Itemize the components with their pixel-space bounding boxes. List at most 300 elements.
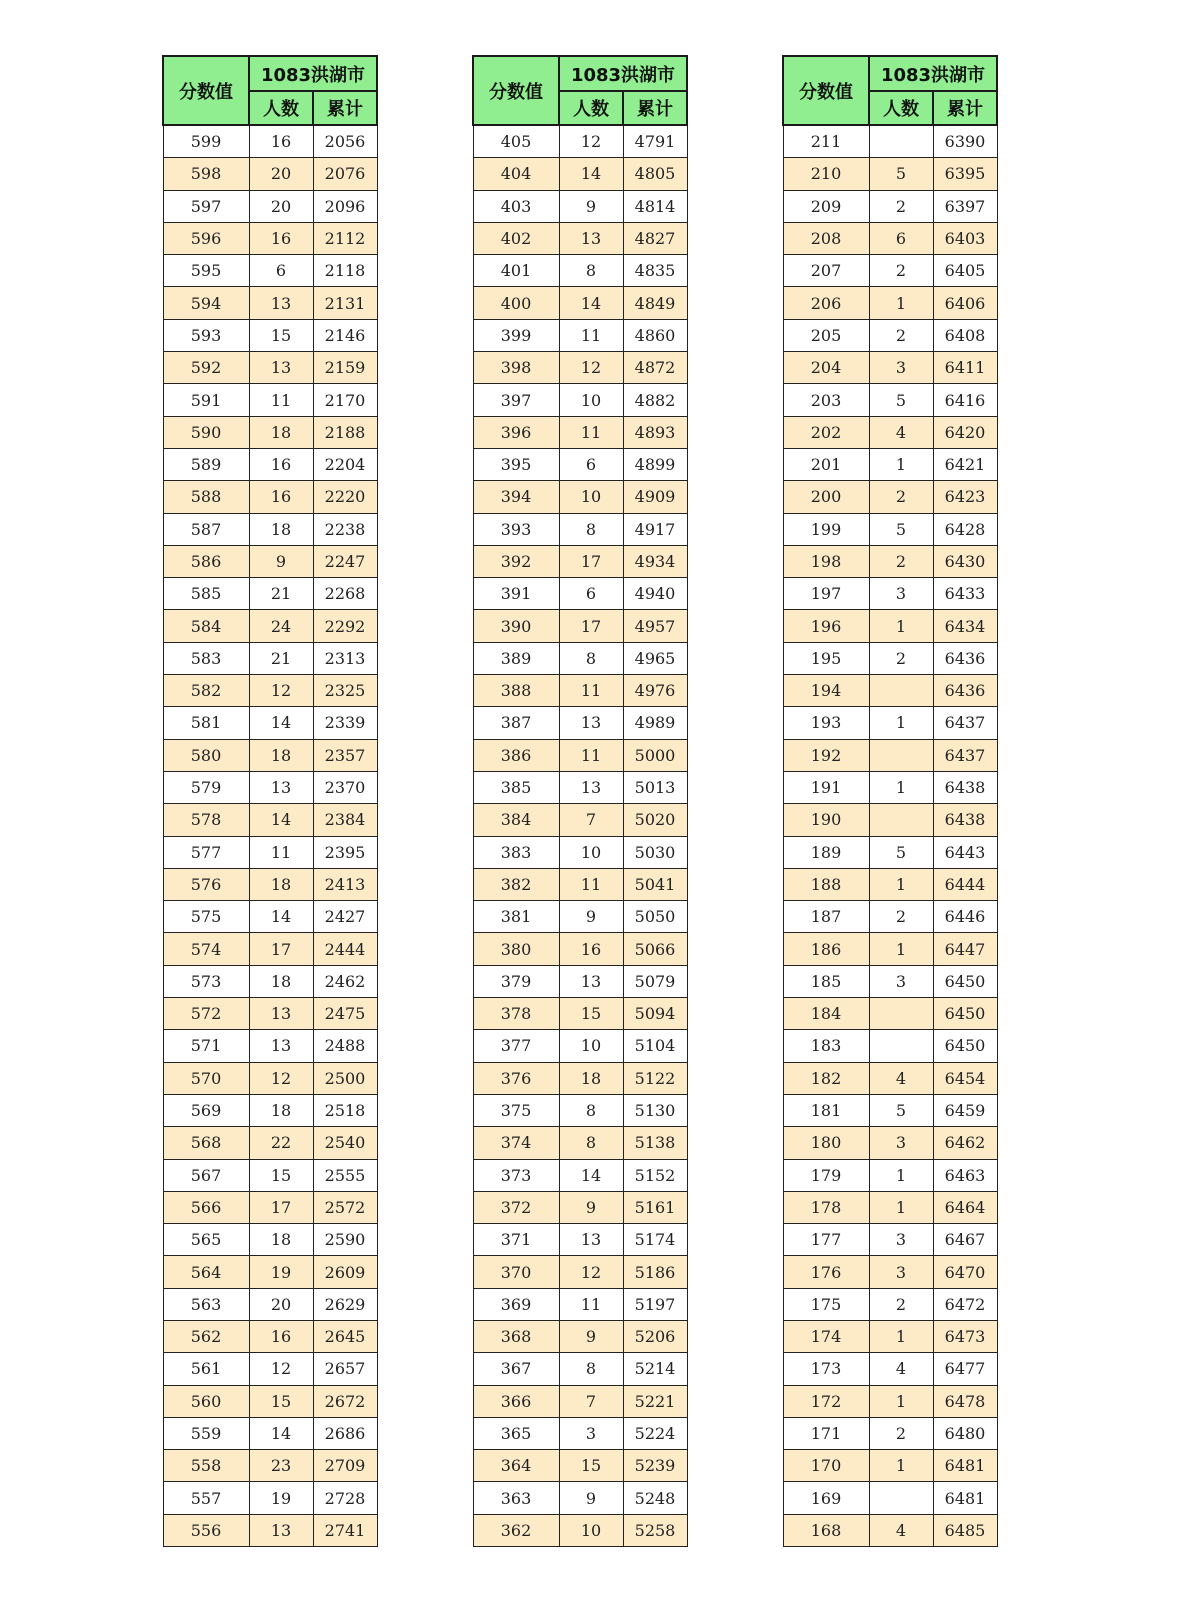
score-cell: 378 — [473, 998, 559, 1030]
table-row — [473, 222, 687, 254]
score-cell: 399 — [473, 319, 559, 351]
count-cell: 13 — [559, 1224, 623, 1256]
count-cell: 14 — [249, 901, 313, 933]
score-cell: 575 — [163, 901, 249, 933]
score-cell: 366 — [473, 1385, 559, 1417]
score-cell: 579 — [163, 771, 249, 803]
score-cell: 208 — [783, 222, 869, 254]
table-row — [783, 481, 997, 513]
count-cell: 9 — [559, 1482, 623, 1514]
cumulative-cell: 5122 — [623, 1062, 687, 1094]
table-row — [163, 771, 377, 803]
table-row — [783, 836, 997, 868]
count-cell: 3 — [869, 578, 933, 610]
score-cell: 565 — [163, 1224, 249, 1256]
count-cell: 21 — [249, 642, 313, 674]
table-row — [163, 610, 377, 642]
cumulative-cell: 4827 — [623, 222, 687, 254]
score-cell: 563 — [163, 1288, 249, 1320]
table-row — [473, 255, 687, 287]
count-cell: 5 — [869, 836, 933, 868]
cumulative-cell: 4893 — [623, 416, 687, 448]
table-row — [473, 352, 687, 384]
count-cell: 9 — [559, 190, 623, 222]
count-cell: 16 — [249, 448, 313, 480]
table-row — [163, 287, 377, 319]
count-cell: 13 — [249, 1030, 313, 1062]
table-row — [163, 319, 377, 351]
table-row — [163, 255, 377, 287]
cumulative-cell: 6405 — [933, 255, 997, 287]
count-cell: 5 — [869, 384, 933, 416]
cumulative-cell: 5248 — [623, 1482, 687, 1514]
score-cell: 395 — [473, 448, 559, 480]
table-row — [783, 158, 997, 190]
table-row — [163, 901, 377, 933]
table-row — [163, 1191, 377, 1223]
score-cell: 204 — [783, 352, 869, 384]
table-row — [473, 448, 687, 480]
table-row — [473, 545, 687, 577]
table-row — [473, 1127, 687, 1159]
cumulative-cell: 2609 — [313, 1256, 377, 1288]
count-cell: 16 — [249, 125, 313, 158]
cumulative-cell: 2462 — [313, 965, 377, 997]
cumulative-cell: 4860 — [623, 319, 687, 351]
count-cell — [869, 804, 933, 836]
score-cell: 368 — [473, 1320, 559, 1352]
count-cell: 11 — [249, 384, 313, 416]
count-cell: 14 — [559, 158, 623, 190]
cumulative-cell: 4965 — [623, 642, 687, 674]
cumulative-cell: 5050 — [623, 901, 687, 933]
score-cell: 364 — [473, 1450, 559, 1482]
score-cell: 564 — [163, 1256, 249, 1288]
count-cell: 8 — [559, 642, 623, 674]
cumulative-cell: 2076 — [313, 158, 377, 190]
count-cell: 5 — [869, 513, 933, 545]
count-cell: 13 — [559, 771, 623, 803]
table-row — [163, 448, 377, 480]
score-cell: 582 — [163, 675, 249, 707]
table-row — [163, 1159, 377, 1191]
count-cell: 9 — [559, 901, 623, 933]
cumulative-cell: 4940 — [623, 578, 687, 610]
table-row — [163, 481, 377, 513]
count-cell: 19 — [249, 1256, 313, 1288]
count-cell: 12 — [249, 1353, 313, 1385]
table-row — [473, 1159, 687, 1191]
score-cell: 192 — [783, 739, 869, 771]
cumulative-cell: 4976 — [623, 675, 687, 707]
count-cell: 15 — [249, 1385, 313, 1417]
cumulative-cell: 6428 — [933, 513, 997, 545]
score-cell: 583 — [163, 642, 249, 674]
score-cell: 577 — [163, 836, 249, 868]
score-cell: 398 — [473, 352, 559, 384]
score-cell: 179 — [783, 1159, 869, 1191]
score-cell: 197 — [783, 578, 869, 610]
cumulative-cell: 6463 — [933, 1159, 997, 1191]
score-cell: 379 — [473, 965, 559, 997]
table-row — [473, 416, 687, 448]
cumulative-cell: 6467 — [933, 1224, 997, 1256]
count-cell: 15 — [559, 1450, 623, 1482]
table-row — [783, 448, 997, 480]
table-row — [163, 1094, 377, 1126]
count-cell: 1 — [869, 1320, 933, 1352]
count-cell: 16 — [249, 1320, 313, 1352]
table-row — [473, 481, 687, 513]
score-cell: 396 — [473, 416, 559, 448]
count-cell: 6 — [249, 255, 313, 287]
cumulative-cell: 6446 — [933, 901, 997, 933]
table-row — [473, 675, 687, 707]
table-row — [163, 1450, 377, 1482]
score-cell: 599 — [163, 125, 249, 158]
count-cell: 3 — [869, 1224, 933, 1256]
count-header: 人数 — [559, 91, 623, 125]
table-row — [783, 416, 997, 448]
cumulative-cell: 4814 — [623, 190, 687, 222]
score-cell: 200 — [783, 481, 869, 513]
cumulative-cell: 5161 — [623, 1191, 687, 1223]
cumulative-cell: 6434 — [933, 610, 997, 642]
score-cell: 209 — [783, 190, 869, 222]
score-cell: 168 — [783, 1514, 869, 1546]
score-cell: 187 — [783, 901, 869, 933]
table-row — [473, 1030, 687, 1062]
score-cell: 562 — [163, 1320, 249, 1352]
cumulative-cell: 5104 — [623, 1030, 687, 1062]
score-cell: 580 — [163, 739, 249, 771]
cumulative-cell: 5224 — [623, 1417, 687, 1449]
score-cell: 191 — [783, 771, 869, 803]
count-cell — [869, 998, 933, 1030]
cumulative-cell: 2384 — [313, 804, 377, 836]
table-row — [163, 513, 377, 545]
count-cell: 21 — [249, 578, 313, 610]
cumulative-header: 累计 — [933, 91, 997, 125]
score-cell: 369 — [473, 1288, 559, 1320]
table-row — [163, 804, 377, 836]
count-cell: 17 — [249, 1191, 313, 1223]
count-cell: 1 — [869, 287, 933, 319]
table-row — [783, 707, 997, 739]
table-row — [783, 287, 997, 319]
count-cell: 17 — [559, 610, 623, 642]
table-row — [473, 1417, 687, 1449]
cumulative-cell: 2395 — [313, 836, 377, 868]
cumulative-cell: 4882 — [623, 384, 687, 416]
score-cell: 598 — [163, 158, 249, 190]
table-row — [473, 319, 687, 351]
cumulative-cell: 6438 — [933, 804, 997, 836]
table-row — [783, 1385, 997, 1417]
count-cell: 6 — [559, 578, 623, 610]
score-cell: 195 — [783, 642, 869, 674]
score-cell: 559 — [163, 1417, 249, 1449]
table-row — [783, 675, 997, 707]
score-cell: 388 — [473, 675, 559, 707]
count-cell: 18 — [249, 1094, 313, 1126]
table-row — [163, 1482, 377, 1514]
cumulative-cell: 6423 — [933, 481, 997, 513]
score-cell: 558 — [163, 1450, 249, 1482]
cumulative-cell: 2657 — [313, 1353, 377, 1385]
cumulative-cell: 4849 — [623, 287, 687, 319]
score-cell: 387 — [473, 707, 559, 739]
cumulative-cell: 6485 — [933, 1514, 997, 1546]
count-cell: 24 — [249, 610, 313, 642]
score-cell: 400 — [473, 287, 559, 319]
count-cell: 9 — [559, 1191, 623, 1223]
score-cell: 181 — [783, 1094, 869, 1126]
score-cell: 405 — [473, 125, 559, 158]
cumulative-cell: 6464 — [933, 1191, 997, 1223]
count-cell: 13 — [249, 287, 313, 319]
count-cell: 1 — [869, 1450, 933, 1482]
cumulative-cell: 6450 — [933, 998, 997, 1030]
count-cell: 13 — [559, 707, 623, 739]
score-cell: 390 — [473, 610, 559, 642]
score-cell: 567 — [163, 1159, 249, 1191]
table-row — [163, 675, 377, 707]
table-row — [163, 707, 377, 739]
count-cell: 2 — [869, 901, 933, 933]
count-cell: 11 — [559, 675, 623, 707]
score-cell: 382 — [473, 868, 559, 900]
count-cell: 2 — [869, 190, 933, 222]
count-cell: 2 — [869, 481, 933, 513]
cumulative-cell: 2056 — [313, 125, 377, 158]
cumulative-cell: 6436 — [933, 642, 997, 674]
cumulative-cell: 2444 — [313, 933, 377, 965]
score-cell: 199 — [783, 513, 869, 545]
table-row — [783, 255, 997, 287]
cumulative-cell: 2247 — [313, 545, 377, 577]
score-header: 分数值 — [163, 56, 249, 125]
cumulative-cell: 6472 — [933, 1288, 997, 1320]
cumulative-cell: 5013 — [623, 771, 687, 803]
count-cell: 1 — [869, 868, 933, 900]
score-cell: 365 — [473, 1417, 559, 1449]
table-row — [473, 1191, 687, 1223]
table-row — [473, 1450, 687, 1482]
table-row — [783, 1224, 997, 1256]
count-cell: 3 — [869, 1127, 933, 1159]
score-cell: 571 — [163, 1030, 249, 1062]
count-cell: 3 — [869, 352, 933, 384]
score-cell: 362 — [473, 1514, 559, 1546]
cumulative-cell: 6481 — [933, 1450, 997, 1482]
cumulative-cell: 6478 — [933, 1385, 997, 1417]
cumulative-cell: 2170 — [313, 384, 377, 416]
count-cell: 16 — [249, 222, 313, 254]
cumulative-cell: 5214 — [623, 1353, 687, 1385]
cumulative-cell: 2146 — [313, 319, 377, 351]
count-cell: 2 — [869, 1288, 933, 1320]
table-row — [783, 1353, 997, 1385]
table-row — [783, 1514, 997, 1546]
score-cell: 196 — [783, 610, 869, 642]
score-cell: 386 — [473, 739, 559, 771]
table-row — [783, 513, 997, 545]
score-cell: 174 — [783, 1320, 869, 1352]
count-cell: 13 — [249, 352, 313, 384]
count-cell — [869, 675, 933, 707]
count-cell: 13 — [559, 222, 623, 254]
cumulative-cell: 4872 — [623, 352, 687, 384]
count-cell: 11 — [559, 416, 623, 448]
count-cell: 10 — [559, 1030, 623, 1062]
count-cell: 10 — [559, 1514, 623, 1546]
table-row — [783, 1094, 997, 1126]
cumulative-cell: 2131 — [313, 287, 377, 319]
score-cell: 173 — [783, 1353, 869, 1385]
score-cell: 393 — [473, 513, 559, 545]
table-row — [163, 545, 377, 577]
count-cell: 3 — [869, 965, 933, 997]
score-cell: 178 — [783, 1191, 869, 1223]
count-cell: 2 — [869, 255, 933, 287]
count-cell: 5 — [869, 1094, 933, 1126]
count-cell: 12 — [559, 1256, 623, 1288]
count-cell: 22 — [249, 1127, 313, 1159]
count-cell: 11 — [249, 836, 313, 868]
score-cell: 172 — [783, 1385, 869, 1417]
cumulative-cell: 6395 — [933, 158, 997, 190]
score-cell: 203 — [783, 384, 869, 416]
table-row — [163, 1030, 377, 1062]
table-row — [473, 513, 687, 545]
table-row — [163, 1127, 377, 1159]
cumulative-cell: 2357 — [313, 739, 377, 771]
cumulative-cell: 2325 — [313, 675, 377, 707]
cumulative-cell: 6480 — [933, 1417, 997, 1449]
table-row — [783, 739, 997, 771]
cumulative-cell: 2555 — [313, 1159, 377, 1191]
cumulative-cell: 5000 — [623, 739, 687, 771]
region-header: 1083洪湖市 — [249, 56, 377, 91]
table-row — [473, 1385, 687, 1417]
cumulative-cell: 2220 — [313, 481, 377, 513]
score-cell: 568 — [163, 1127, 249, 1159]
score-cell: 592 — [163, 352, 249, 384]
table-row — [783, 384, 997, 416]
count-cell: 18 — [249, 416, 313, 448]
cumulative-cell: 6408 — [933, 319, 997, 351]
count-cell: 6 — [559, 448, 623, 480]
score-cell: 171 — [783, 1417, 869, 1449]
cumulative-cell: 2590 — [313, 1224, 377, 1256]
count-cell: 2 — [869, 545, 933, 577]
score-cell: 576 — [163, 868, 249, 900]
score-cell: 578 — [163, 804, 249, 836]
table-row — [473, 1353, 687, 1385]
cumulative-cell: 4835 — [623, 255, 687, 287]
count-cell: 1 — [869, 448, 933, 480]
cumulative-cell: 5239 — [623, 1450, 687, 1482]
count-cell: 1 — [869, 1191, 933, 1223]
table-row — [473, 190, 687, 222]
count-cell: 17 — [249, 933, 313, 965]
cumulative-cell: 2112 — [313, 222, 377, 254]
count-cell — [869, 1030, 933, 1062]
count-cell: 10 — [559, 836, 623, 868]
table-row — [783, 222, 997, 254]
table-row — [163, 1062, 377, 1094]
table-row — [783, 1256, 997, 1288]
score-cell: 401 — [473, 255, 559, 287]
count-header: 人数 — [869, 91, 933, 125]
count-cell: 1 — [869, 933, 933, 965]
score-cell: 403 — [473, 190, 559, 222]
cumulative-cell: 6437 — [933, 739, 997, 771]
score-cell: 184 — [783, 998, 869, 1030]
cumulative-cell: 2572 — [313, 1191, 377, 1223]
cumulative-cell: 4917 — [623, 513, 687, 545]
count-cell: 4 — [869, 1353, 933, 1385]
score-cell: 370 — [473, 1256, 559, 1288]
cumulative-cell: 5094 — [623, 998, 687, 1030]
cumulative-cell: 6438 — [933, 771, 997, 803]
table-row — [163, 642, 377, 674]
table-row — [473, 287, 687, 319]
score-header: 分数值 — [473, 56, 559, 125]
count-cell: 18 — [249, 1224, 313, 1256]
cumulative-cell: 5079 — [623, 965, 687, 997]
cumulative-cell: 5152 — [623, 1159, 687, 1191]
cumulative-cell: 5258 — [623, 1514, 687, 1546]
count-cell: 1 — [869, 610, 933, 642]
cumulative-cell: 6416 — [933, 384, 997, 416]
score-cell: 574 — [163, 933, 249, 965]
cumulative-cell: 2096 — [313, 190, 377, 222]
count-cell: 19 — [249, 1482, 313, 1514]
score-cell: 585 — [163, 578, 249, 610]
table-row — [473, 804, 687, 836]
table-row — [163, 933, 377, 965]
score-table-3 — [782, 55, 998, 1547]
count-cell: 10 — [559, 481, 623, 513]
cumulative-cell: 2313 — [313, 642, 377, 674]
table-row — [473, 933, 687, 965]
score-cell: 201 — [783, 448, 869, 480]
cumulative-cell: 2339 — [313, 707, 377, 739]
cumulative-cell: 6443 — [933, 836, 997, 868]
table-row — [473, 1320, 687, 1352]
table-row — [783, 868, 997, 900]
count-cell: 16 — [249, 481, 313, 513]
score-cell: 385 — [473, 771, 559, 803]
score-cell: 402 — [473, 222, 559, 254]
cumulative-cell: 5066 — [623, 933, 687, 965]
score-cell: 593 — [163, 319, 249, 351]
table-row — [163, 190, 377, 222]
score-cell: 169 — [783, 1482, 869, 1514]
table-row — [783, 1127, 997, 1159]
score-cell: 556 — [163, 1514, 249, 1546]
table-row — [783, 545, 997, 577]
score-cell: 372 — [473, 1191, 559, 1223]
score-cell: 557 — [163, 1482, 249, 1514]
cumulative-cell: 6444 — [933, 868, 997, 900]
table-row — [163, 1288, 377, 1320]
table-row — [163, 578, 377, 610]
count-cell — [869, 739, 933, 771]
table-row — [163, 868, 377, 900]
